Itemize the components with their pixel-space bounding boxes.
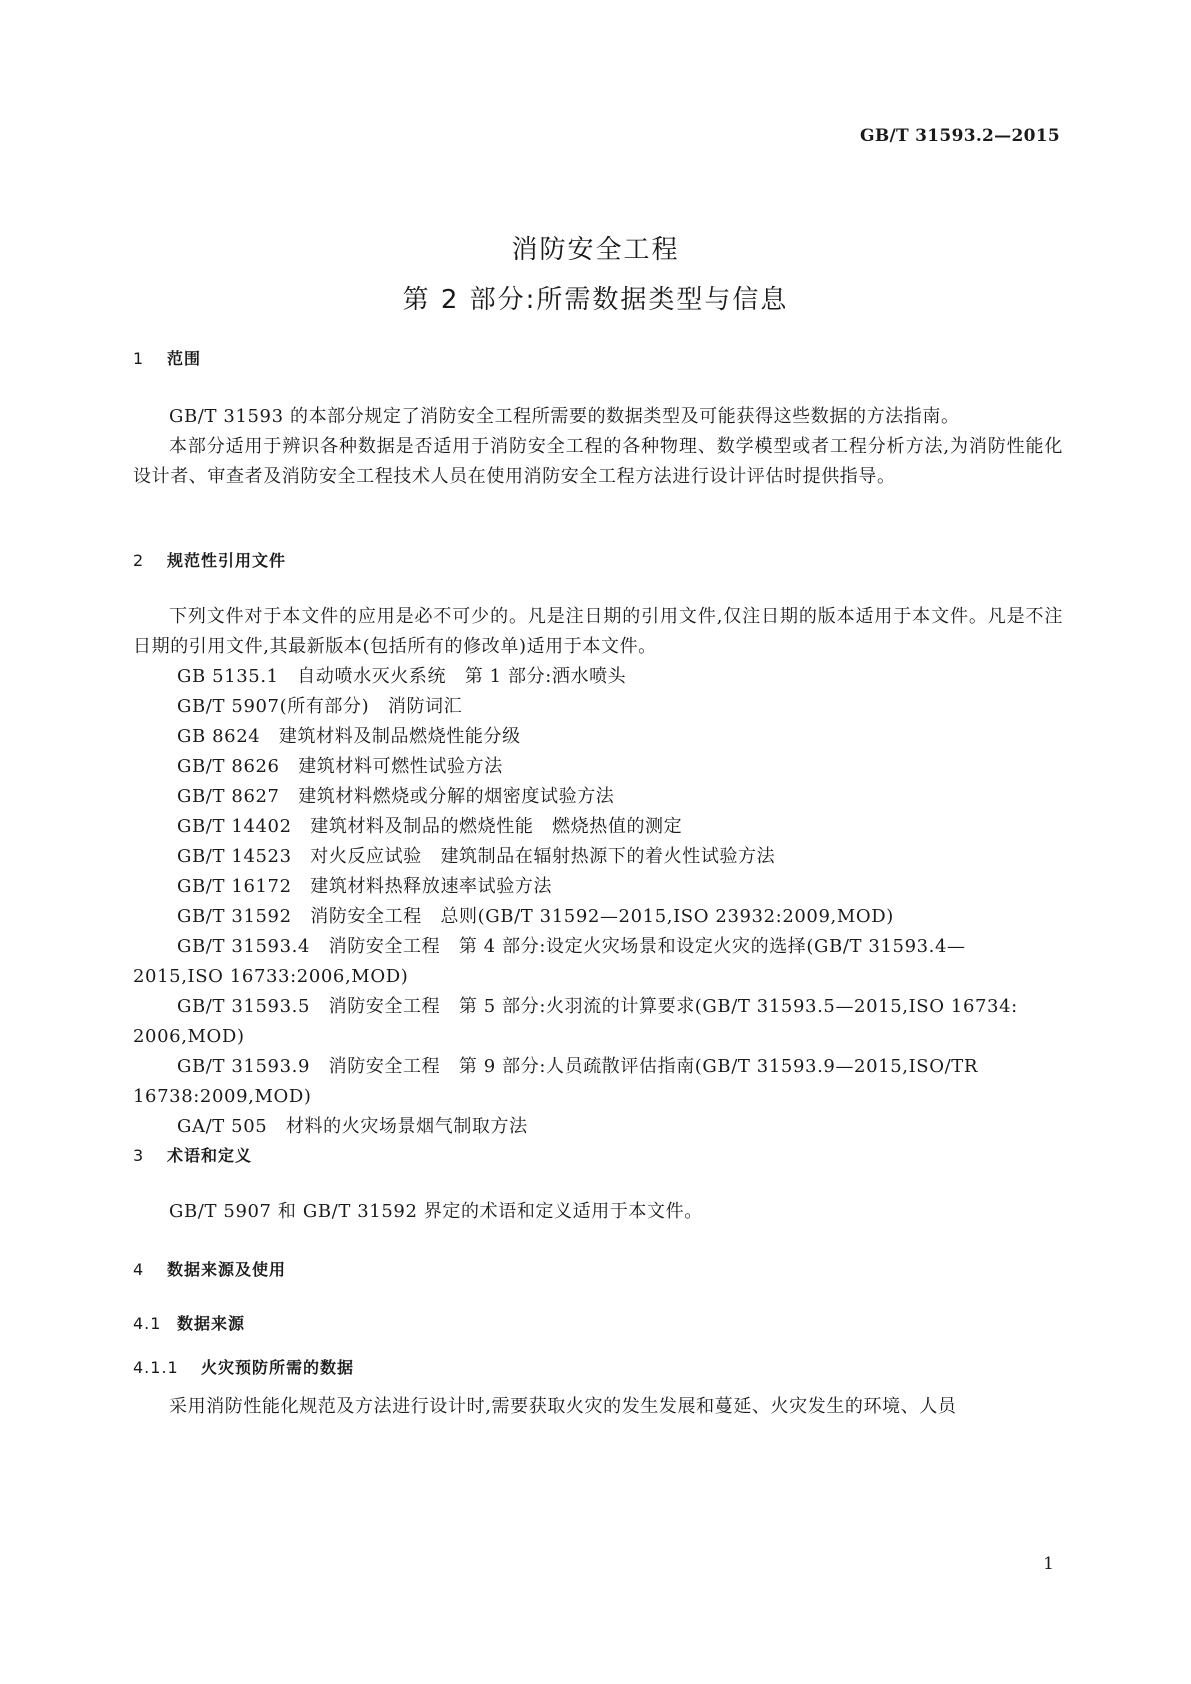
section-1-body [133, 402, 1063, 492]
paragraph: 本部分适用于辨识各种数据是否适用于消防安全工程的各种物理、数学模型或者工程分析方法,为消防性能化设计者、审查者及消防安全工程技术人员在使用消防安全工程方法进行设计评估时提供指导。 [133, 436, 1063, 487]
reference-item: GB/T 14402 建筑材料及制品的燃烧性能 燃烧热值的测定 [177, 816, 683, 837]
section-number: 1 [133, 349, 145, 368]
document-title [0, 225, 1191, 325]
reference-item: GB 8624 建筑材料及制品燃烧性能分级 [177, 726, 521, 747]
standard-number: GB/T 31593.2—2015 [860, 126, 1060, 146]
reference-continuation: 16738:2009,MOD) [133, 1086, 312, 1107]
title-line-2: 第 2 部分:所需数据类型与信息 [402, 285, 789, 315]
section-title: 数据来源 [177, 1314, 246, 1333]
section-title: 火灾预防所需的数据 [201, 1358, 355, 1377]
title-line-1: 消防安全工程 [511, 235, 680, 265]
section-3-heading [133, 1143, 1063, 1166]
reference-line: GB/T 31593.4 消防安全工程 第 4 部分:设定火灾场景和设定火灾的选择(GB/T 31593.4— [177, 936, 966, 957]
section-title: 范围 [167, 349, 202, 368]
section-number: 3 [133, 1146, 145, 1165]
section-number: 2 [133, 551, 145, 570]
reference-item [133, 932, 1063, 992]
section-4-1-1-heading [133, 1355, 1063, 1378]
reference-continuation: 2015,ISO 16733:2006,MOD) [133, 966, 409, 987]
reference-item: GB/T 14523 对火反应试验 建筑制品在辐射热源下的着火性试验方法 [177, 846, 776, 867]
paragraph: 采用消防性能化规范及方法进行设计时,需要获取火灾的发生发展和蔓延、火灾发生的环境、人员 [169, 1396, 957, 1417]
reference-item: GB/T 8626 建筑材料可燃性试验方法 [177, 756, 503, 777]
reference-item [133, 1052, 1063, 1112]
page-number: 1 [1043, 1554, 1054, 1574]
section-number: 4 [133, 1260, 145, 1279]
section-3-body [133, 1197, 1063, 1227]
reference-continuation: 2006,MOD) [133, 1026, 245, 1047]
reference-item [133, 992, 1063, 1052]
reference-item: GB 5135.1 自动喷水灭火系统 第 1 部分:洒水喷头 [177, 666, 627, 687]
section-number: 4.1.1 [133, 1358, 179, 1377]
reference-line: GB/T 31593.5 消防安全工程 第 5 部分:火羽流的计算要求(GB/T 31593.5—2015,ISO 16734: [177, 996, 1018, 1017]
reference-item: GB/T 31592 消防安全工程 总则(GB/T 31592—2015,ISO 23932:2009,MOD) [177, 906, 894, 927]
paragraph: 下列文件对于本文件的应用是必不可少的。凡是注日期的引用文件,仅注日期的版本适用于本文件。凡是不注日期的引用文件,其最新版本(包括所有的修改单)适用于本文件。 [133, 606, 1063, 657]
section-2-heading [133, 548, 1063, 571]
section-2-body [133, 602, 1063, 1142]
section-number: 4.1 [133, 1314, 162, 1333]
reference-item: GA/T 505 材料的火灾场景烟气制取方法 [177, 1116, 528, 1137]
section-title: 规范性引用文件 [167, 551, 287, 570]
section-4-1-heading [133, 1311, 1063, 1334]
reference-item: GB/T 16172 建筑材料热释放速率试验方法 [177, 876, 553, 897]
section-title: 数据来源及使用 [167, 1260, 287, 1279]
reference-item: GB/T 8627 建筑材料燃烧或分解的烟密度试验方法 [177, 786, 615, 807]
section-1-heading [133, 346, 1063, 369]
paragraph: GB/T 31593 的本部分规定了消防安全工程所需要的数据类型及可能获得这些数据的方法指南。 [169, 406, 960, 427]
section-title: 术语和定义 [167, 1146, 253, 1165]
section-4-heading [133, 1257, 1063, 1280]
section-4-body [133, 1392, 1063, 1422]
reference-item: GB/T 5907(所有部分) 消防词汇 [177, 696, 463, 717]
reference-line: GB/T 31593.9 消防安全工程 第 9 部分:人员疏散评估指南(GB/T 31593.9—2015,ISO/TR [177, 1056, 978, 1077]
paragraph: GB/T 5907 和 GB/T 31592 界定的术语和定义适用于本文件。 [169, 1201, 703, 1222]
